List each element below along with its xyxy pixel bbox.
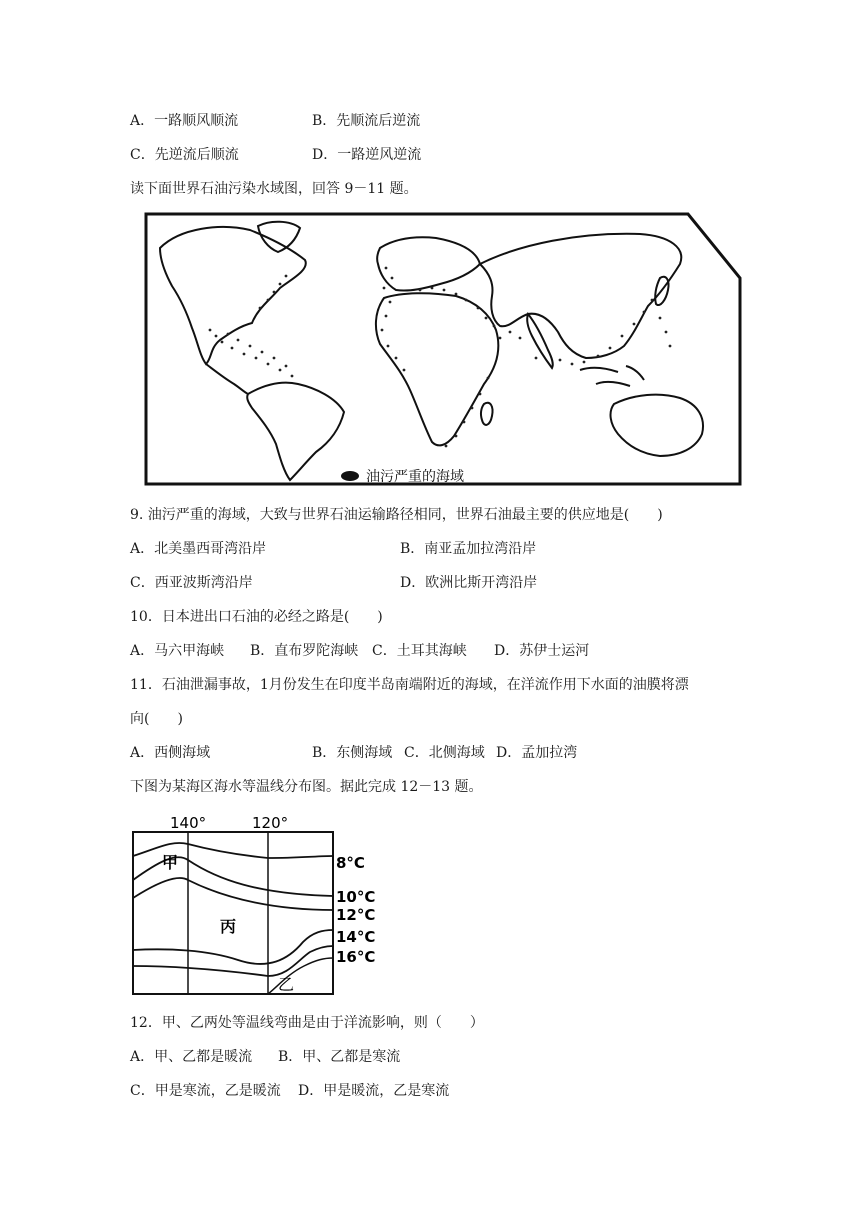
q8-option-a: A．一路顺风顺流: [130, 113, 239, 129]
q9-option-b: B．南亚孟加拉湾沿岸: [400, 541, 537, 557]
q10-option-b: B．直布罗陀海峡: [250, 643, 359, 659]
isotherm-label-10: 10°C: [336, 888, 376, 906]
map-legend: [341, 471, 359, 481]
q11-stem-line1: 11．石油泄漏事故，1月份发生在印度半岛南端附近的海域，在洋流作用下水面的油膜将漂: [130, 677, 689, 693]
world-map-svg: [140, 208, 748, 490]
q10-option-d: D．苏伊士运河: [494, 643, 590, 659]
isotherm-figure: [128, 810, 388, 1000]
longitude-120: 120°: [252, 814, 289, 832]
q9-option-d: D．欧洲比斯开湾沿岸: [400, 575, 538, 591]
isotherm-16: [133, 946, 333, 976]
q12-option-a: A．甲、乙都是暖流: [130, 1049, 253, 1065]
label-bing: 丙: [220, 917, 237, 936]
africa-outline: [376, 293, 498, 445]
q11-option-c: C．北侧海域: [404, 745, 485, 761]
australia-outline: [611, 395, 703, 456]
asia-outline: [480, 234, 681, 358]
southeast-asia-islands: [580, 366, 644, 386]
europe-outline: [377, 237, 480, 290]
q12-stem: 12．甲、乙两处等温线弯曲是由于洋流影响，则（ ）: [130, 1015, 484, 1031]
q12-option-d: D．甲是暖流，乙是寒流: [298, 1083, 450, 1099]
label-jia: 甲: [162, 853, 179, 872]
q9-option-a: A．北美墨西哥湾沿岸: [130, 541, 267, 557]
isotherm-label-12: 12°C: [336, 906, 376, 924]
q11-option-d: D．孟加拉湾: [496, 745, 578, 761]
q10-stem: 10．日本进出口石油的必经之路是( ): [130, 609, 383, 625]
isotherm-label-8: 8°C: [336, 854, 365, 872]
intro-12-13: 下图为某海区海水等温线分布图。据此完成 12－13 题。: [130, 779, 483, 795]
isotherm-label-14: 14°C: [336, 928, 376, 946]
isotherm-label-16: 16°C: [336, 948, 376, 966]
q8-option-c: C．先逆流后顺流: [130, 147, 239, 163]
isotherm-svg: [128, 810, 388, 1000]
q11-stem-line2: 向( ): [130, 711, 183, 727]
madagascar-outline: [481, 403, 493, 425]
world-oil-pollution-map: [140, 208, 748, 490]
q9-option-c: C．西亚波斯湾沿岸: [130, 575, 253, 591]
q10-option-c: C．土耳其海峡: [372, 643, 467, 659]
q11-option-a: A．西侧海域: [130, 745, 211, 761]
central-america-outline: [206, 364, 248, 394]
longitude-140: 140°: [170, 814, 207, 832]
map-legend-label: 油污严重的海域: [366, 469, 464, 485]
q12-option-b: B．甲、乙都是寒流: [278, 1049, 401, 1065]
q12-option-c: C．甲是寒流，乙是暖流: [130, 1083, 281, 1099]
north-america-outline: [160, 227, 306, 364]
q10-option-a: A．马六甲海峡: [130, 643, 225, 659]
q11-option-b: B．东侧海域: [312, 745, 393, 761]
q8-option-b: B．先顺流后逆流: [312, 113, 421, 129]
q9-stem: 9. 油污严重的海域，大致与世界石油运输路径相同，世界石油最主要的供应地是( ): [130, 507, 663, 523]
label-yi: 乙: [278, 975, 295, 994]
q8-option-d: D．一路逆风逆流: [312, 147, 422, 163]
intro-9-11: 读下面世界石油污染水域图，回答 9－11 题。: [130, 181, 418, 197]
south-america-outline: [247, 383, 344, 480]
